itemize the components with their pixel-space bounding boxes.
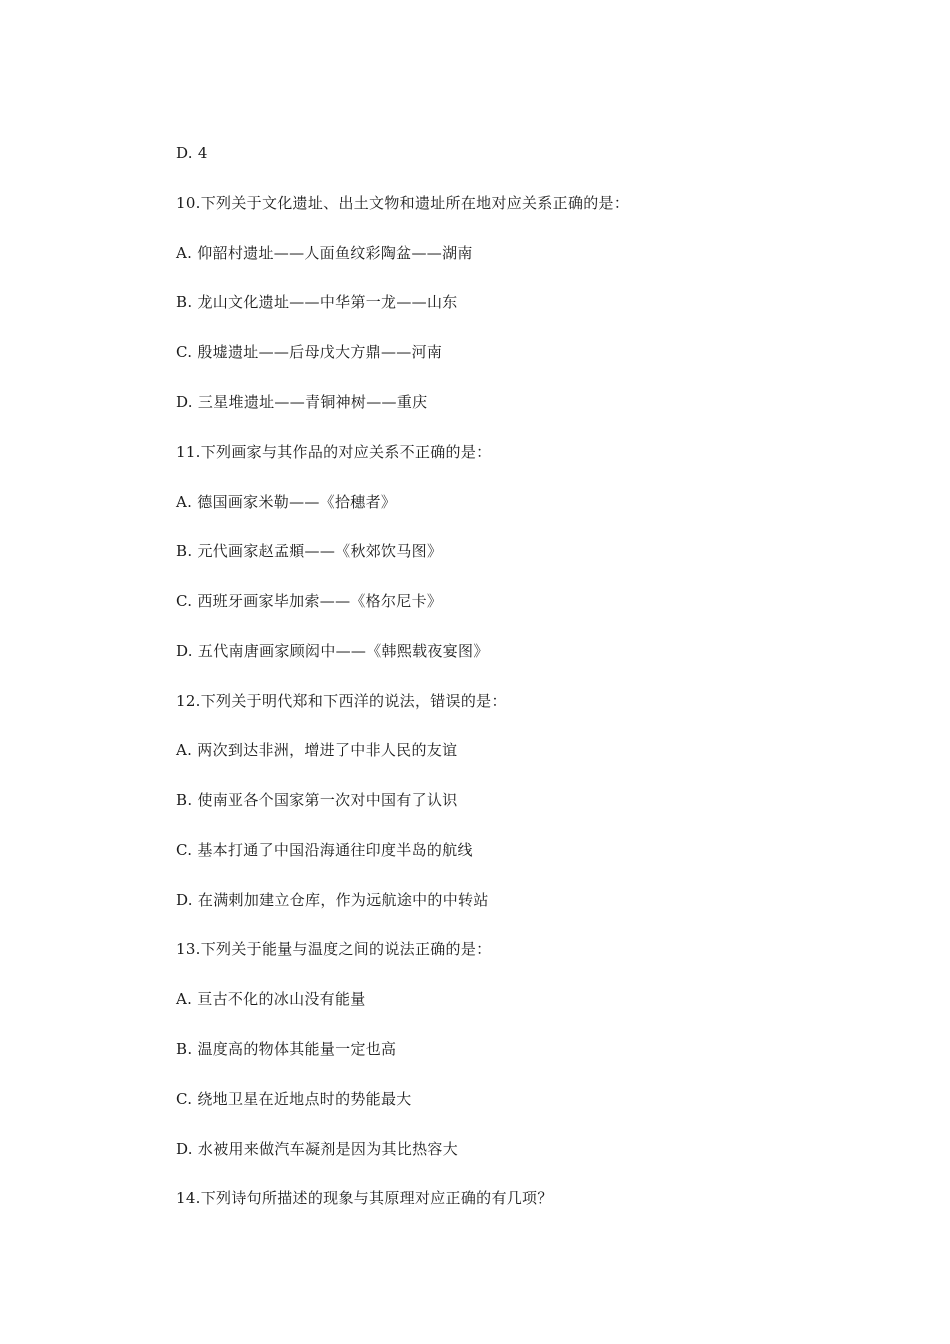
question-10: 10.下列关于文化遗址、出土文物和遗址所在地对应关系正确的是： <box>176 194 630 212</box>
question-13: 13.下列关于能量与温度之间的说法正确的是： <box>176 940 492 958</box>
option-10-a: A. 仰韶村遗址——人面鱼纹彩陶盆——湖南 <box>176 244 473 262</box>
question-11: 11.下列画家与其作品的对应关系不正确的是： <box>176 443 492 461</box>
option-10-d: D. 三星堆遗址——青铜神树——重庆 <box>176 393 428 411</box>
document-page <box>176 0 896 1344</box>
option-13-c: C. 绕地卫星在近地点时的势能最大 <box>176 1090 412 1108</box>
option-13-d: D. 水被用来做汽车凝剂是因为其比热容大 <box>176 1140 459 1158</box>
option-13-a: A. 亘古不化的冰山没有能量 <box>176 990 366 1008</box>
option-11-a: A. 德国画家米勒——《拾穗者》 <box>176 493 397 511</box>
question-14: 14.下列诗句所描述的现象与其原理对应正确的有几项？ <box>176 1189 553 1207</box>
option-11-c: C. 西班牙画家毕加索——《格尔尼卡》 <box>176 592 443 610</box>
question-12: 12.下列关于明代郑和下西洋的说法，错误的是： <box>176 692 507 710</box>
option-11-d: D. 五代南唐画家顾闳中——《韩熙载夜宴图》 <box>176 642 489 660</box>
option-12-d: D. 在满剌加建立仓库，作为远航途中的中转站 <box>176 891 489 909</box>
option-10-b: B. 龙山文化遗址——中华第一龙——山东 <box>176 293 458 311</box>
option-12-c: C. 基本打通了中国沿海通往印度半岛的航线 <box>176 841 473 859</box>
option-11-b: B. 元代画家赵孟頫——《秋郊饮马图》 <box>176 542 443 560</box>
option-12-a: A. 两次到达非洲，增进了中非人民的友谊 <box>176 741 458 759</box>
option-9-d: D. 4 <box>176 144 208 162</box>
option-12-b: B. 使南亚各个国家第一次对中国有了认识 <box>176 791 458 809</box>
option-10-c: C. 殷墟遗址——后母戊大方鼎——河南 <box>176 343 443 361</box>
option-13-b: B. 温度高的物体其能量一定也高 <box>176 1040 397 1058</box>
